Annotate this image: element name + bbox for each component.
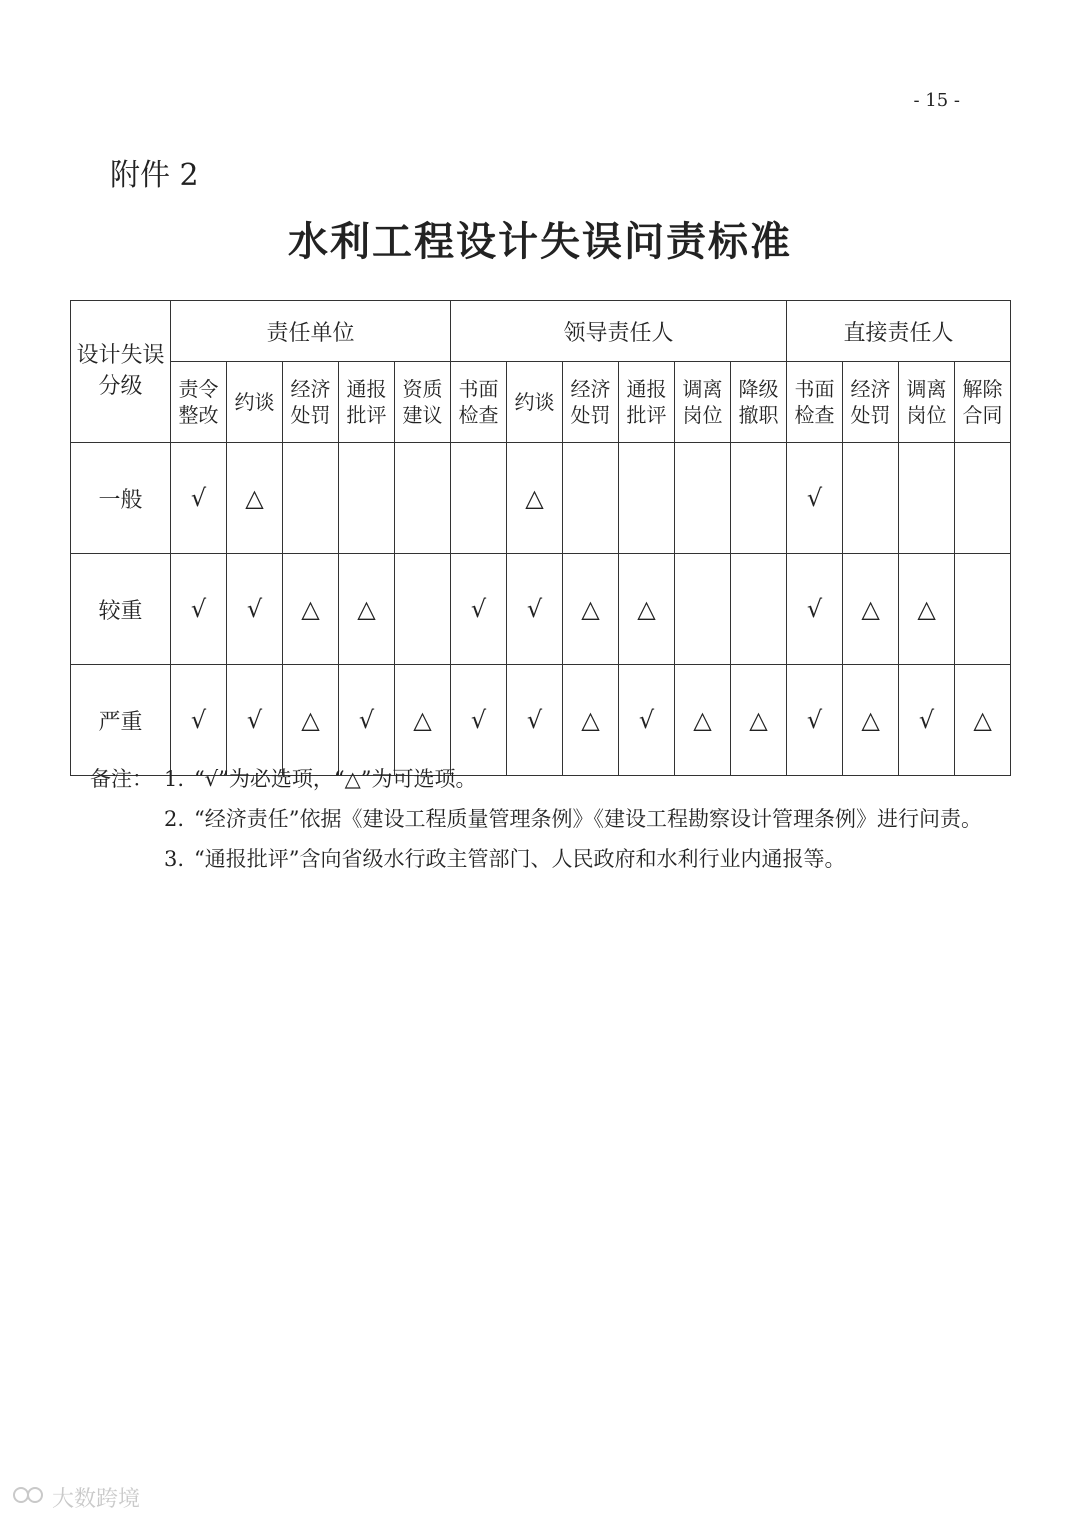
column-header: 书面检查 — [451, 362, 507, 443]
table-cell: △ — [339, 554, 395, 665]
table-cell: √ — [507, 665, 563, 776]
table-cell — [843, 443, 899, 554]
table-row-general — [71, 443, 1011, 554]
column-header: 通报批评 — [619, 362, 675, 443]
notes-section — [90, 760, 990, 880]
table-cell — [899, 443, 955, 554]
column-header: 调离岗位 — [899, 362, 955, 443]
table-cell: √ — [451, 554, 507, 665]
note-item — [90, 840, 990, 880]
note-item — [90, 760, 990, 800]
table-cell: √ — [171, 665, 227, 776]
table-cell: △ — [283, 554, 339, 665]
note-item — [90, 800, 990, 840]
table-cell: √ — [171, 443, 227, 554]
column-header: 责令整改 — [171, 362, 227, 443]
accountability-table-container — [70, 300, 1010, 776]
note-text: “经济责任”依据《建设工程质量管理条例》《建设工程勘察设计管理条例》进行问责。 — [194, 806, 982, 831]
table-column-header-row — [71, 362, 1011, 443]
column-header: 约谈 — [227, 362, 283, 443]
column-header: 调离岗位 — [675, 362, 731, 443]
table-cell: △ — [843, 554, 899, 665]
column-header: 书面检查 — [787, 362, 843, 443]
group-header-unit: 责任单位 — [171, 301, 451, 362]
table-cell: √ — [227, 665, 283, 776]
table-cell — [955, 443, 1011, 554]
column-header: 降级撤职 — [731, 362, 787, 443]
table-cell: △ — [283, 665, 339, 776]
group-header-leader: 领导责任人 — [451, 301, 787, 362]
level-cell: 较重 — [71, 554, 171, 665]
note-number: 1. — [164, 767, 185, 791]
table-cell — [731, 443, 787, 554]
note-text: “通报批评”含向省级水行政主管部门、人民政府和水利行业内通报等。 — [194, 846, 846, 871]
column-header: 通报批评 — [339, 362, 395, 443]
table-cell: √ — [787, 665, 843, 776]
table-cell — [675, 443, 731, 554]
attachment-label: 附件 2 — [110, 158, 199, 193]
page-title: 水利工程设计失误问责标准 — [288, 218, 792, 265]
accountability-table — [70, 300, 1011, 776]
column-header: 经济处罚 — [563, 362, 619, 443]
table-cell: √ — [451, 665, 507, 776]
table-cell: △ — [619, 554, 675, 665]
table-cell: √ — [899, 665, 955, 776]
table-cell — [731, 554, 787, 665]
table-group-header-row — [71, 301, 1011, 362]
table-cell — [451, 443, 507, 554]
table-cell: √ — [507, 554, 563, 665]
table-cell: √ — [171, 554, 227, 665]
table-cell: △ — [227, 443, 283, 554]
table-cell — [339, 443, 395, 554]
table-cell: △ — [899, 554, 955, 665]
table-cell: △ — [563, 665, 619, 776]
column-header: 经济处罚 — [283, 362, 339, 443]
table-cell — [563, 443, 619, 554]
table-cell: √ — [619, 665, 675, 776]
table-cell: √ — [787, 443, 843, 554]
table-row-severe — [71, 665, 1011, 776]
table-cell: △ — [731, 665, 787, 776]
watermark-text: 大数跨境 — [52, 1487, 141, 1512]
column-header: 解除合同 — [955, 362, 1011, 443]
note-number: 3. — [164, 846, 185, 871]
table-cell: △ — [955, 665, 1011, 776]
table-cell — [619, 443, 675, 554]
level-cell: 严重 — [71, 665, 171, 776]
table-cell: √ — [339, 665, 395, 776]
note-number: 2. — [164, 806, 185, 831]
column-header: 约谈 — [507, 362, 563, 443]
table-cell: △ — [563, 554, 619, 665]
table-cell — [955, 554, 1011, 665]
group-header-direct: 直接责任人 — [787, 301, 1011, 362]
level-column-header: 设计失误分级 — [71, 301, 171, 443]
table-cell: √ — [787, 554, 843, 665]
table-cell — [395, 443, 451, 554]
column-header: 经济处罚 — [843, 362, 899, 443]
table-cell: △ — [395, 665, 451, 776]
table-cell: √ — [227, 554, 283, 665]
column-header: 资质建议 — [395, 362, 451, 443]
table-cell: △ — [507, 443, 563, 554]
table-cell: △ — [675, 665, 731, 776]
table-row-serious — [71, 554, 1011, 665]
table-cell — [675, 554, 731, 665]
table-cell: △ — [843, 665, 899, 776]
note-text: “√”为必选项，“△”为可选项。 — [194, 767, 477, 791]
page-number: - 15 - — [913, 90, 960, 111]
watermark-logo-icon — [12, 1484, 46, 1512]
table-cell — [283, 443, 339, 554]
table-cell — [395, 554, 451, 665]
notes-prefix: 备注： — [90, 767, 153, 791]
level-cell: 一般 — [71, 443, 171, 554]
watermark — [12, 1482, 140, 1513]
